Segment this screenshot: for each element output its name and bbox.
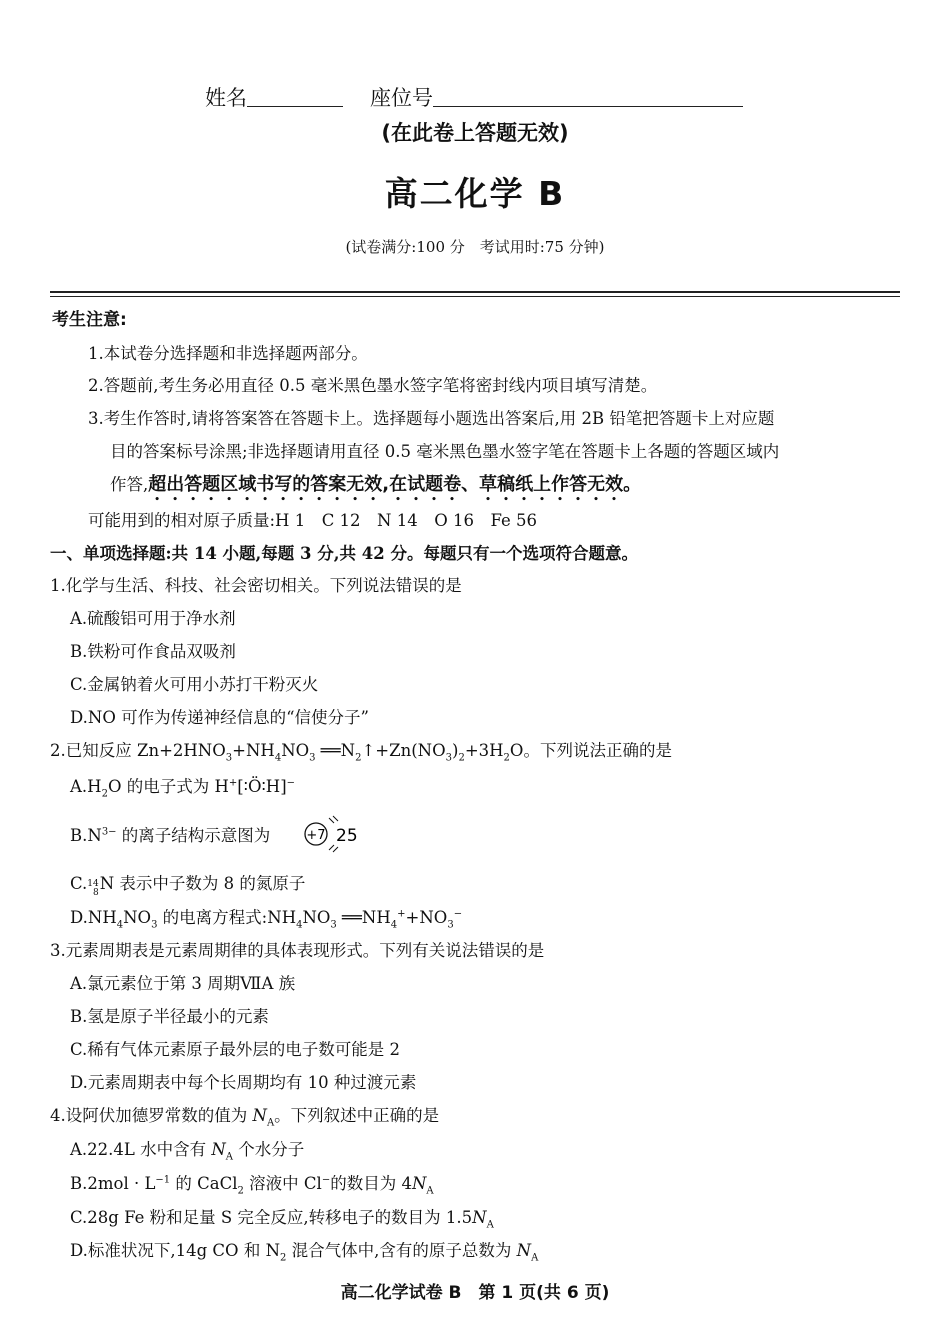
q4-a-prefix: A.22.4L 水中含有 [70,1140,212,1159]
notice-heading: 考生注意: [52,310,127,330]
q2-b-charge: 3− [101,826,117,838]
page-title: 高二化学 B [384,174,566,213]
q4-b-mid2: 溶液中 Cl [243,1174,322,1193]
q4-c-prefix: C.28g Fe 粉和足量 S 完全反应,转移电子的数目为 1.5 [70,1208,473,1227]
notice-item-2: 2.答题前,考生务必用直径 0.5 毫米黑色墨水签字笔将密封线内项目填写清楚。 [88,376,658,395]
q4-option-c: C.28g Fe 粉和足量 S 完全反应,转移电子的数目为 $1.5N_A$ [70,1208,494,1231]
q2-option-b [70,822,270,846]
q2-stem-prefix: 2.已知反应 [50,741,137,760]
q4-b-mid: 的 CaCl [170,1174,238,1193]
q4-b-suffix: 的数目为 4 [330,1174,412,1193]
q1-option-d: D.NO 可作为传递神经信息的“信使分子” [70,708,369,727]
name-field [205,82,343,112]
nucleus-charge: +7 [306,828,326,843]
q4-stem-suffix: 。下列叙述中正确的是 [274,1106,440,1125]
q3-option-b: B.氢是原子半径最小的元素 [70,1007,269,1026]
q2-stem-suffix: 。下列说法正确的是 [523,741,672,760]
header-rule-thin [50,296,900,297]
q2-option-a: $A.H_2O$ 的电子式为 H+[∶Ö∶H]− [70,777,296,800]
notice-item-1: 1.本试卷分选择题和非选择题两部分。 [88,344,368,363]
q1-option-c: C.金属钠着火可用小苏打干粉灭火 [70,675,319,694]
q2-a-electron-formula: H+[∶Ö∶H]− [214,777,296,796]
q1-option-a: A.硫酸铝可用于净水剂 [70,609,236,628]
notice-item-3-line-1: 3.考生作答时,请将答案答在答题卡上。选择题每小题选出答案后,用 2B 铅笔把答题卡上对应题 [88,409,775,428]
q4-d-suffix: 混合气体中,含有的原子总数为 [286,1241,517,1260]
atomic-masses: 可能用到的相对原子质量:H 1 C 12 N 14 O 16 Fe 56 [88,511,538,530]
header-rule-thick [50,291,900,293]
invalid-note: (在此卷上答题无效) [381,121,569,145]
shell-arc-bottom [329,845,338,852]
q4-b-sup2: − [321,1174,331,1186]
seat-field [370,82,743,112]
seat-label: 座位号 [370,86,433,110]
q3-stem: 3.元素周期表是元素周期律的具体表现形式。下列有关说法错误的是 [50,941,545,960]
q4-stem-prefix: 4.设阿伏加德罗常数的值为 [50,1106,253,1125]
q2-reaction-equation: $Zn+2HNO_3+NH_4NO_3$ $══N_2↑+Zn(NO_3)_2+3H_2O$ [137,741,524,764]
q2-c-nuclide-numbers [87,880,98,898]
section-1-heading: 一、单项选择题:共 14 小题,每题 3 分,共 42 分。每题只有一个选项符合题意。 [50,544,638,563]
q2-c-atomic-number: 8 [93,888,99,898]
q3-option-d: D.元素周期表中每个长周期均有 10 种过渡元素 [70,1073,417,1092]
q2-d-equation: $NH_4NO_3$ $══NH_4^++NO_3^-$ [267,908,463,931]
q2-a-mid: O 的电子式为 [107,777,215,796]
seat-blank[interactable] [433,86,743,107]
q4-b-prefix: B.2mol · L [70,1174,156,1193]
shell-arc-top [329,816,338,823]
q4-option-b: $B.2mol \cdot L^{-1}$ 的 CaCl$_2$ 溶液中 Cl−的数目为 $4N_A$ [70,1174,434,1197]
q3-option-a: A.氯元素位于第 3 周期ⅦA 族 [70,974,296,993]
notice-item-3-line-3 [110,470,641,505]
q2-d-label: 的电离方程式: [157,908,268,927]
q1-option-b: B.铁粉可作食品双吸剂 [70,642,236,661]
q2-b-mid: 的离子结构示意图为 [116,826,271,845]
q2-c-text: N 表示中子数为 8 的氮原子 [99,874,306,893]
page-footer: 高二化学试卷 B 第 1 页(共 6 页) [340,1283,610,1303]
q2-a-prefix: A.H [70,777,102,796]
q4-b-sup: −1 [155,1174,171,1186]
q4-na-sub: A [266,1117,275,1129]
notice-emphasis-text: 超出答题区域书写的答案无效,在试题卷、草稿纸上作答无效。 [148,474,642,495]
q4-option-d: D.标准状况下,14g CO 和 $N_2$ 混合气体中,含有的原子总数为 $N_A$ [70,1241,539,1264]
q2-d-prefix: D.NH [70,908,117,927]
electron-shells: 25 [336,826,358,846]
q2-d-mid: NO [123,908,152,927]
name-label: 姓名 [205,86,247,110]
notice-item-3-line-2: 目的答案标号涂黑;非选择题请用直径 0.5 毫米黑色墨水签字笔在答题卡上各题的答题区域内 [110,442,780,461]
q4-stem [50,1102,440,1129]
q2-stem [50,737,672,764]
q2-b-prefix: B.N [70,826,102,845]
name-blank[interactable] [247,86,343,107]
q4-a-suffix: 个水分子 [233,1140,305,1159]
ion-structure-diagram [302,810,362,858]
exam-info: (试卷满分:100 分 考试用时:75 分钟) [345,238,605,256]
q2-option-d: $D.NH_4NO_3$ 的电离方程式$:NH_4NO_3$ $══NH_4^++NO_3^-$ [70,908,463,931]
q3-option-c: C.稀有气体元素原子最外层的电子数可能是 2 [70,1040,401,1059]
q4-d-prefix: D.标准状况下,14g CO 和 N [70,1241,281,1260]
q1-stem: 1.化学与生活、科技、社会密切相关。下列说法错误的是 [50,576,462,595]
q2-c-mass-number: 14 [87,879,99,889]
notice-plain-text: 作答, [110,475,149,494]
q4-na-symbol: N [252,1106,267,1125]
q4-option-a: A.22.4L 水中含有 $N_A$ 个水分子 [70,1140,305,1163]
q2-option-c: C.14 8N 表示中子数为 8 的氮原子 [70,874,306,898]
